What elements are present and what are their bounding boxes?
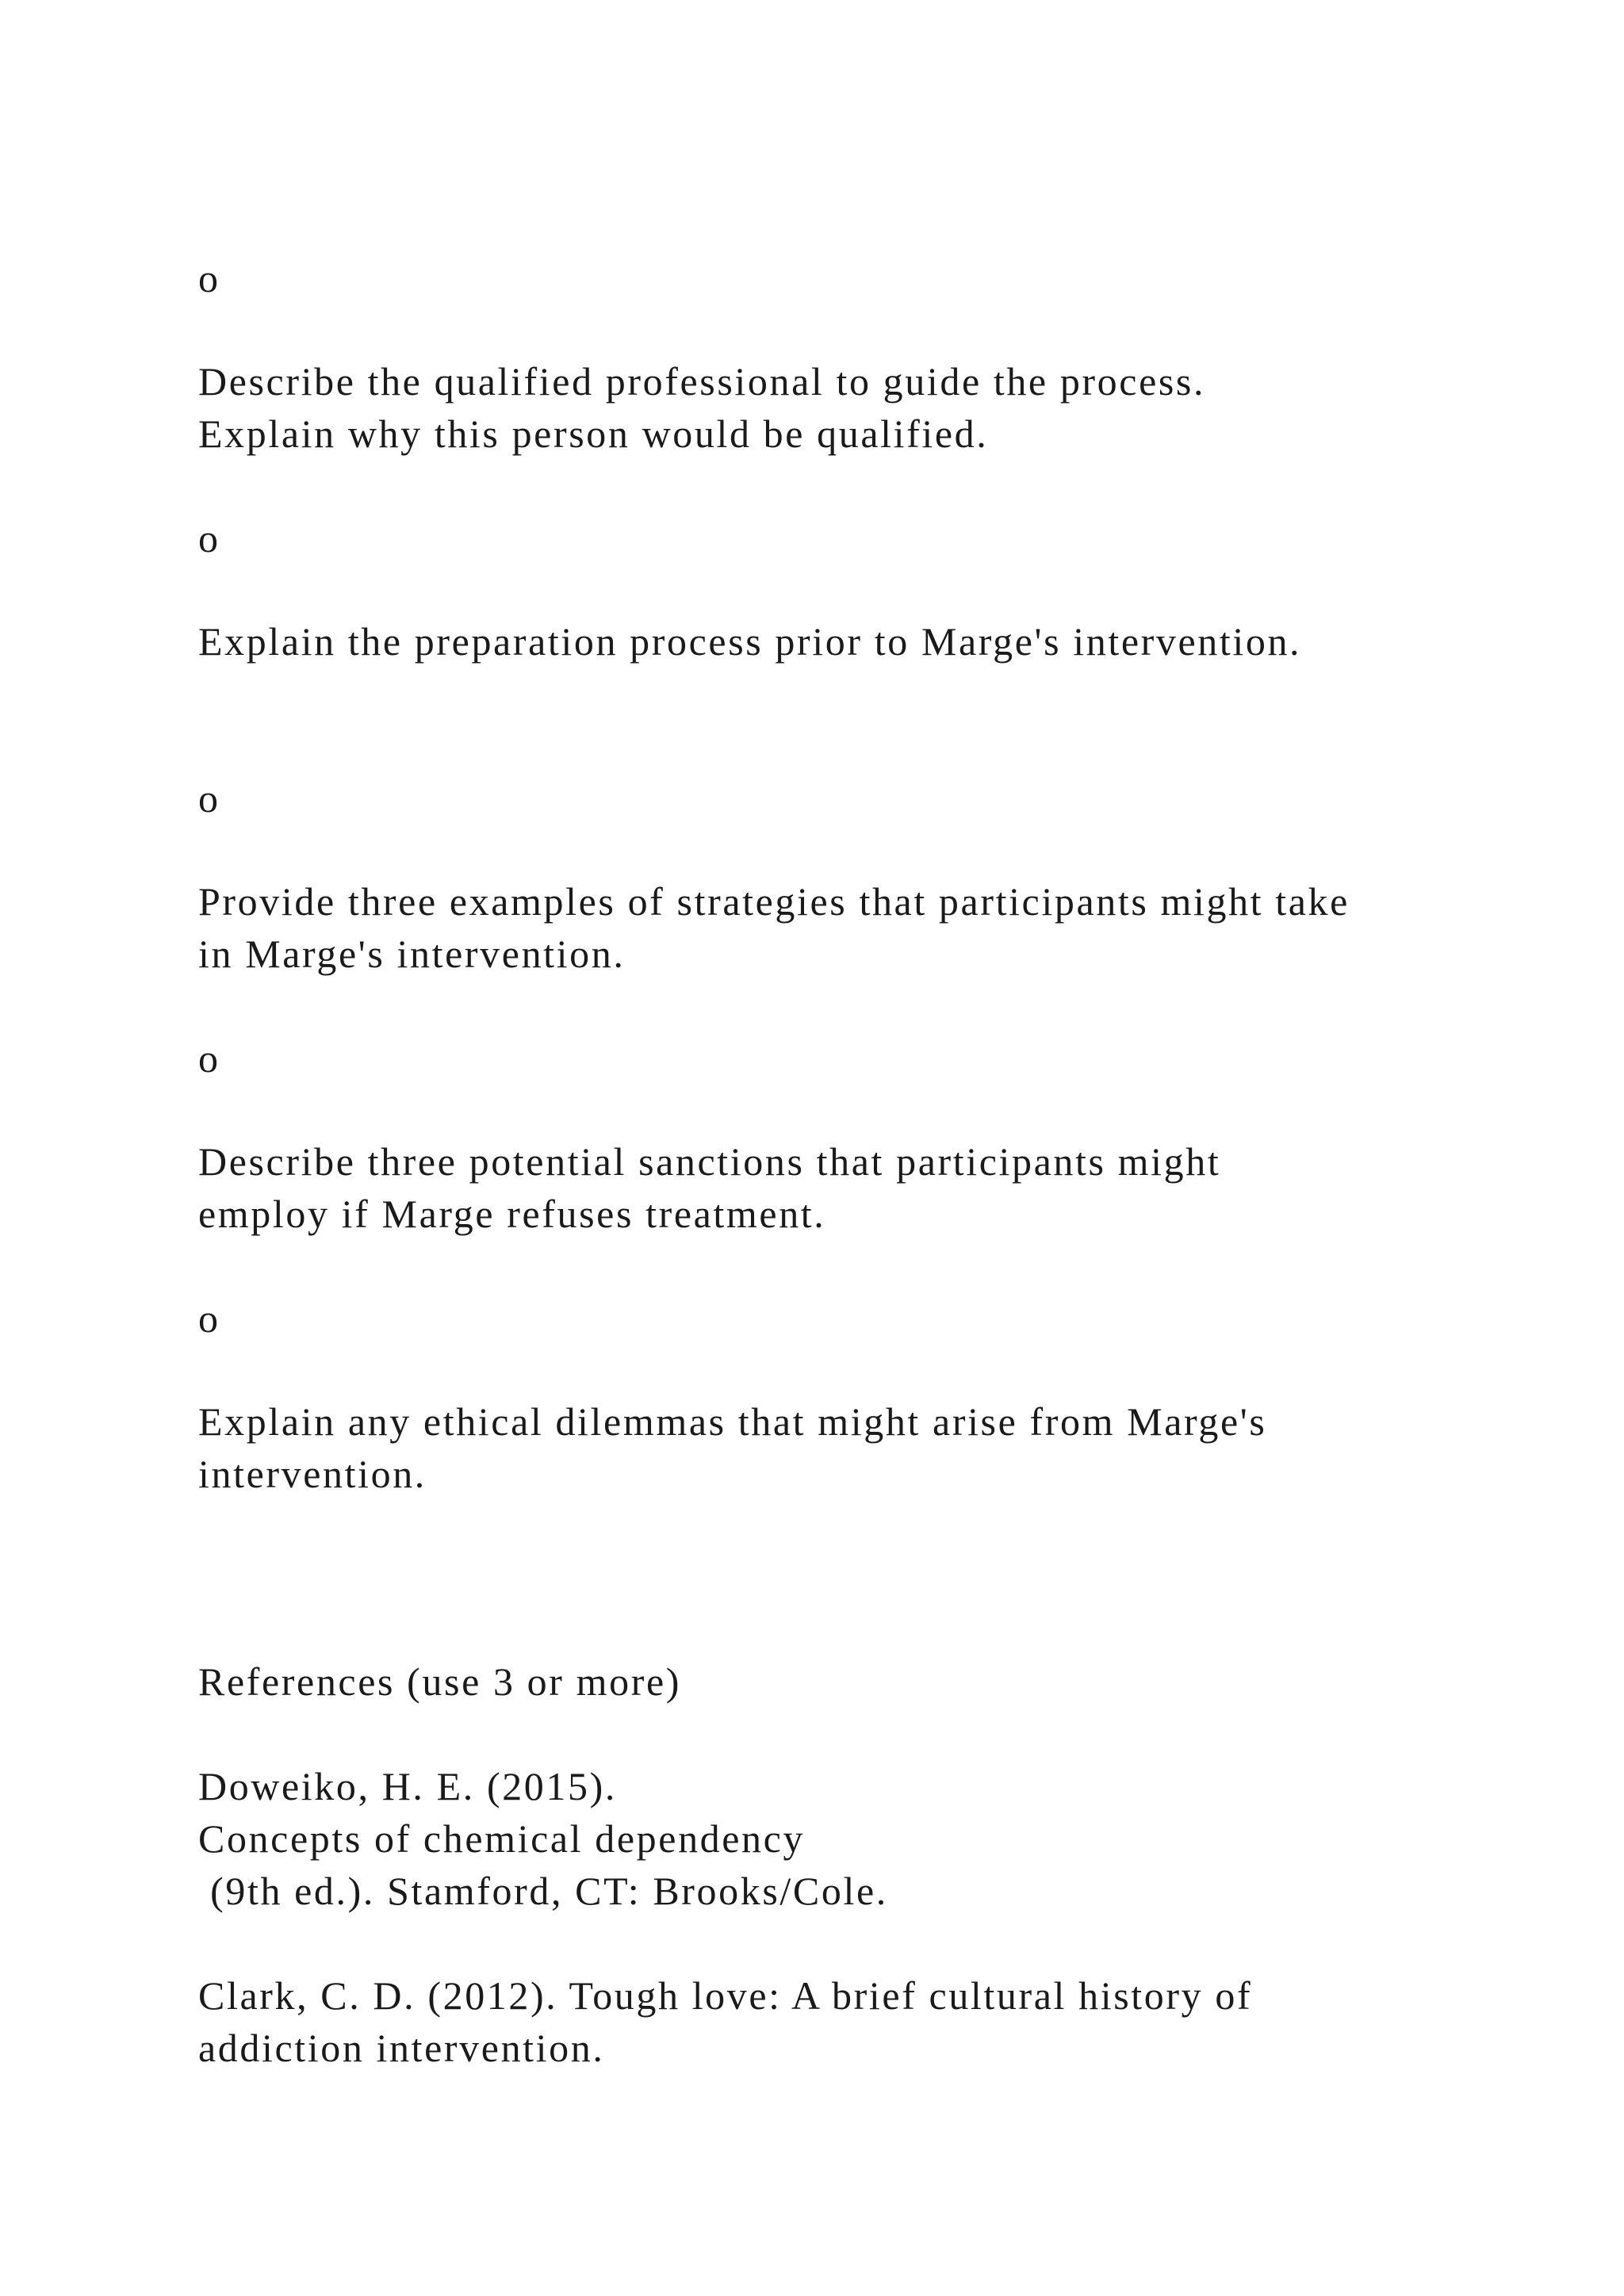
list-item-text: Provide three examples of strategies that participants might take — [198, 879, 1350, 924]
list-item-text: Explain the preparation process prior to Marge's intervention. — [198, 619, 1302, 664]
list-item-text: intervention. — [198, 1452, 427, 1496]
list-item-text: Explain any ethical dilemmas that might arise from Marge's — [198, 1399, 1267, 1444]
references-heading: References (use 3 or more) — [198, 1659, 682, 1704]
reference-entry-line: Concepts of chemical dependency — [198, 1816, 806, 1861]
list-item-text: employ if Marge refuses treatment. — [198, 1192, 826, 1236]
list-bullet: o — [198, 256, 220, 300]
reference-entry-line: addiction intervention. — [198, 2026, 605, 2070]
list-bullet: o — [198, 516, 220, 561]
reference-entry-line: Clark, C. D. (2012). Tough love: A brief cultural history of — [198, 1973, 1253, 2018]
reference-entry-line: (9th ed.). Stamford, CT: Brooks/Cole. — [198, 1869, 888, 1913]
reference-entry-line: Doweiko, H. E. (2015). — [198, 1764, 617, 1808]
list-item-text: Explain why this person would be qualified. — [198, 411, 989, 456]
list-item-text: Describe three potential sanctions that participants might — [198, 1139, 1221, 1184]
list-bullet: o — [198, 1296, 220, 1341]
list-bullet: o — [198, 1036, 220, 1081]
list-item-text: in Marge's intervention. — [198, 932, 626, 976]
list-item-text: Describe the qualified professional to guide the process. — [198, 359, 1206, 404]
list-bullet: o — [198, 776, 220, 821]
